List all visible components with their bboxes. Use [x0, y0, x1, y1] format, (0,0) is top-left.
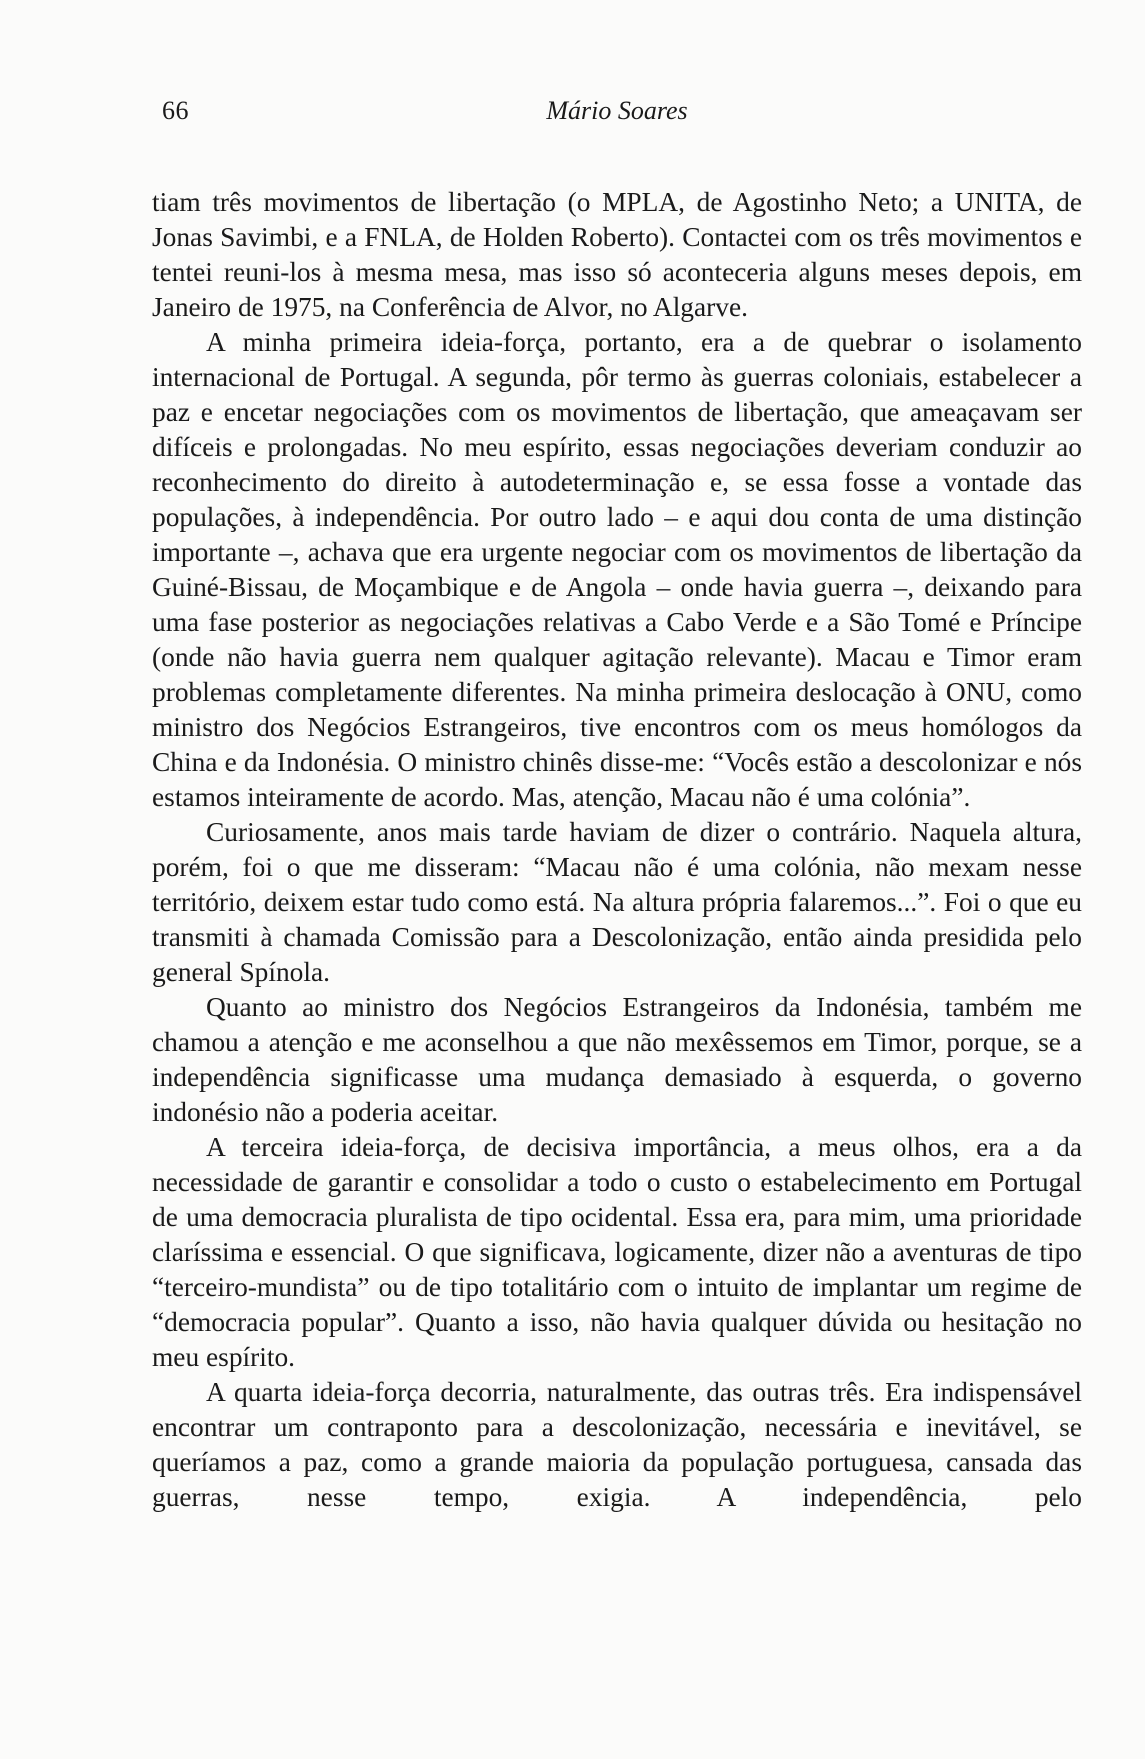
paragraph-3: Curiosamente, anos mais tarde haviam de dizer o contrário. Naquela altura, porém, foi o que me disseram: “Macau não é uma colónia, não mexam nesse território, deixem estar tudo como está. Na altura própria falaremos...”. Foi o que eu transmiti à chamada Comissão para a Descolonização, então ainda presidida pelo general Spínola.	[152, 817, 1082, 987]
page-number: 66	[162, 96, 189, 125]
page-header	[152, 96, 1082, 136]
paragraph-2: A minha primeira ideia-força, portanto, era a de quebrar o isolamento internacional de Portugal. A segunda, pôr termo às guerras coloniais, estabelecer a paz e encetar negociações com os movimentos de libertação, que ameaçavam ser difíceis e prolongadas. No meu espírito, essas negociações deveriam conduzir ao reconhecimento do direito à autodeterminação e, se essa fosse a vontade das populações, à independência. Por outro lado – e aqui dou conta de uma distinção importante –, achava que era urgente negociar com os movimentos de libertação da Guiné-Bissau, de Moçambique e de Angola – onde havia guerra –, deixando para uma fase posterior as negociações relativas a Cabo Verde e a São Tomé e Príncipe (onde não havia guerra nem qualquer agitação relevante). Macau e Timor eram problemas completamente diferentes. Na minha primeira deslocação à ONU, como ministro dos Negócios Estrangeiros, tive encontros com os meus homólogos da China e da Indonésia. O ministro chinês disse-me: “Vocês estão a descolonizar e nós estamos inteiramente de acordo. Mas, atenção, Macau não é uma colónia”.	[152, 327, 1082, 812]
paragraph-4: Quanto ao ministro dos Negócios Estrangeiros da Indonésia, também me chamou a atenção e me aconselhou a que não mexêssemos em Timor, porque, se a independência significasse uma mudança demasiado à esquerda, o governo indonésio não a poderia aceitar.	[152, 992, 1082, 1127]
paragraph-1: tiam três movimentos de libertação (o MPLA, de Agostinho Neto; a UNITA, de Jonas Savimbi, e a FNLA, de Holden Roberto). Contactei com os três movimentos e tentei reuni-los à mesma mesa, mas isso só aconteceria alguns meses depois, em Janeiro de 1975, na Conferência de Alvor, no Algarve.	[152, 187, 1082, 322]
body-text	[152, 185, 1082, 1515]
paragraph-5: A terceira ideia-força, de decisiva importância, a meus olhos, era a da necessidade de garantir e consolidar a todo o custo o estabelecimento em Portugal de uma democracia pluralista de tipo ocidental. Essa era, para mim, uma prioridade claríssima e essencial. O que significava, logicamente, dizer não a aventuras de tipo “terceiro-mundista” ou de tipo totalitário com o intuito de implantar um regime de “democracia popular”. Quanto a isso, não havia qualquer dúvida ou hesitação no meu espírito.	[152, 1132, 1082, 1372]
running-head-author: Mário Soares	[546, 96, 688, 125]
paragraph-6: A quarta ideia-força decorria, naturalmente, das outras três. Era indispensável encontrar um contraponto para a descolonização, necessária e inevitável, se queríamos a paz, como a grande maioria da população portuguesa, cansada das guerras, nesse tempo, exigia. A independência, pelo	[152, 1377, 1082, 1512]
